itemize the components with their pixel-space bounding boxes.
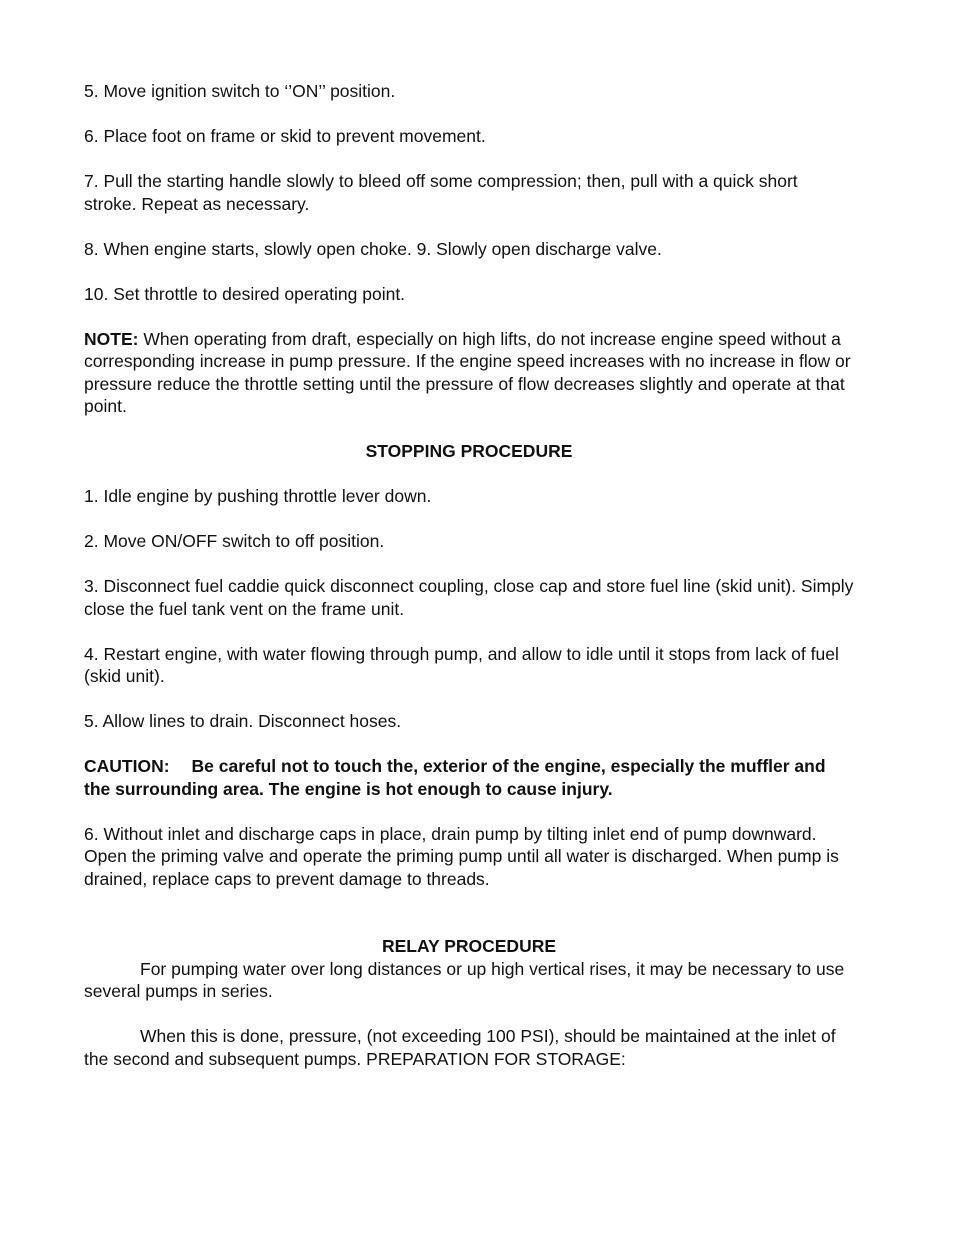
stop-step-5: 5. Allow lines to drain. Disconnect hoses. [84, 711, 402, 731]
start-step-8-9: 8. When engine starts, slowly open choke. 9. Slowly open discharge valve. [84, 238, 662, 259]
relay-paragraph-2: When this is done, pressure, (not exceeding 100 PSI), should be maintained at the inlet of the second and subsequent pumps. PREPARATION FOR STORAGE: [84, 1026, 836, 1069]
note-label: NOTE: [84, 328, 139, 349]
stop-step-6: 6. Without inlet and discharge caps in place, drain pump by tilting inlet end of pump downward. Open the priming valve and operate the priming pump until all water is discharged. When pump is drained, replace caps to prevent damage to threads. [84, 823, 839, 889]
start-step-6: 6. Place foot on frame or skid to prevent movement. [84, 126, 486, 146]
stop-step-2: 2. Move ON/OFF switch to off position. [84, 531, 385, 551]
document-page [84, 80, 854, 1093]
stop-step-1: 1. Idle engine by pushing throttle lever down. [84, 486, 432, 506]
relay-paragraph-1: For pumping water over long distances or up high vertical rises, it may be necessary to use several pumps in series. [84, 958, 845, 1001]
stop-step-4: 4. Restart engine, with water flowing through pump, and allow to idle until it stops from lack of fuel (skid unit). [84, 643, 839, 686]
note-text: When operating from draft, especially on high lifts, do not increase engine speed without a corresponding increase in pump pressure. If the engine speed increases with no increase in flow or pressure reduce the throttle setting until the pressure of flow decreases slightly and operate at that point. [84, 328, 851, 416]
relay-procedure-heading: RELAY PROCEDURE [381, 936, 557, 956]
start-step-5: 5. Move ignition switch to ‘’ON’’ position. [84, 81, 396, 101]
stop-step-3: 3. Disconnect fuel caddie quick disconnect coupling, close cap and store fuel line (skid unit). Simply close the fuel tank vent on the frame unit. [84, 576, 854, 619]
start-step-10: 10. Set throttle to desired operating point. [84, 283, 406, 304]
caution-label: CAUTION: [84, 756, 170, 776]
start-step-7: 7. Pull the starting handle slowly to bleed off some compression; then, pull with a quick short stroke. Repeat as necessary. [84, 171, 798, 214]
caution-paragraph [84, 755, 854, 800]
stopping-procedure-heading: STOPPING PROCEDURE [365, 441, 573, 461]
caution-text: Be careful not to touch the, exterior of the engine, especially the muffler and the surrounding area. The engine is hot enough to cause injury. [84, 756, 826, 799]
note-paragraph [84, 328, 854, 418]
